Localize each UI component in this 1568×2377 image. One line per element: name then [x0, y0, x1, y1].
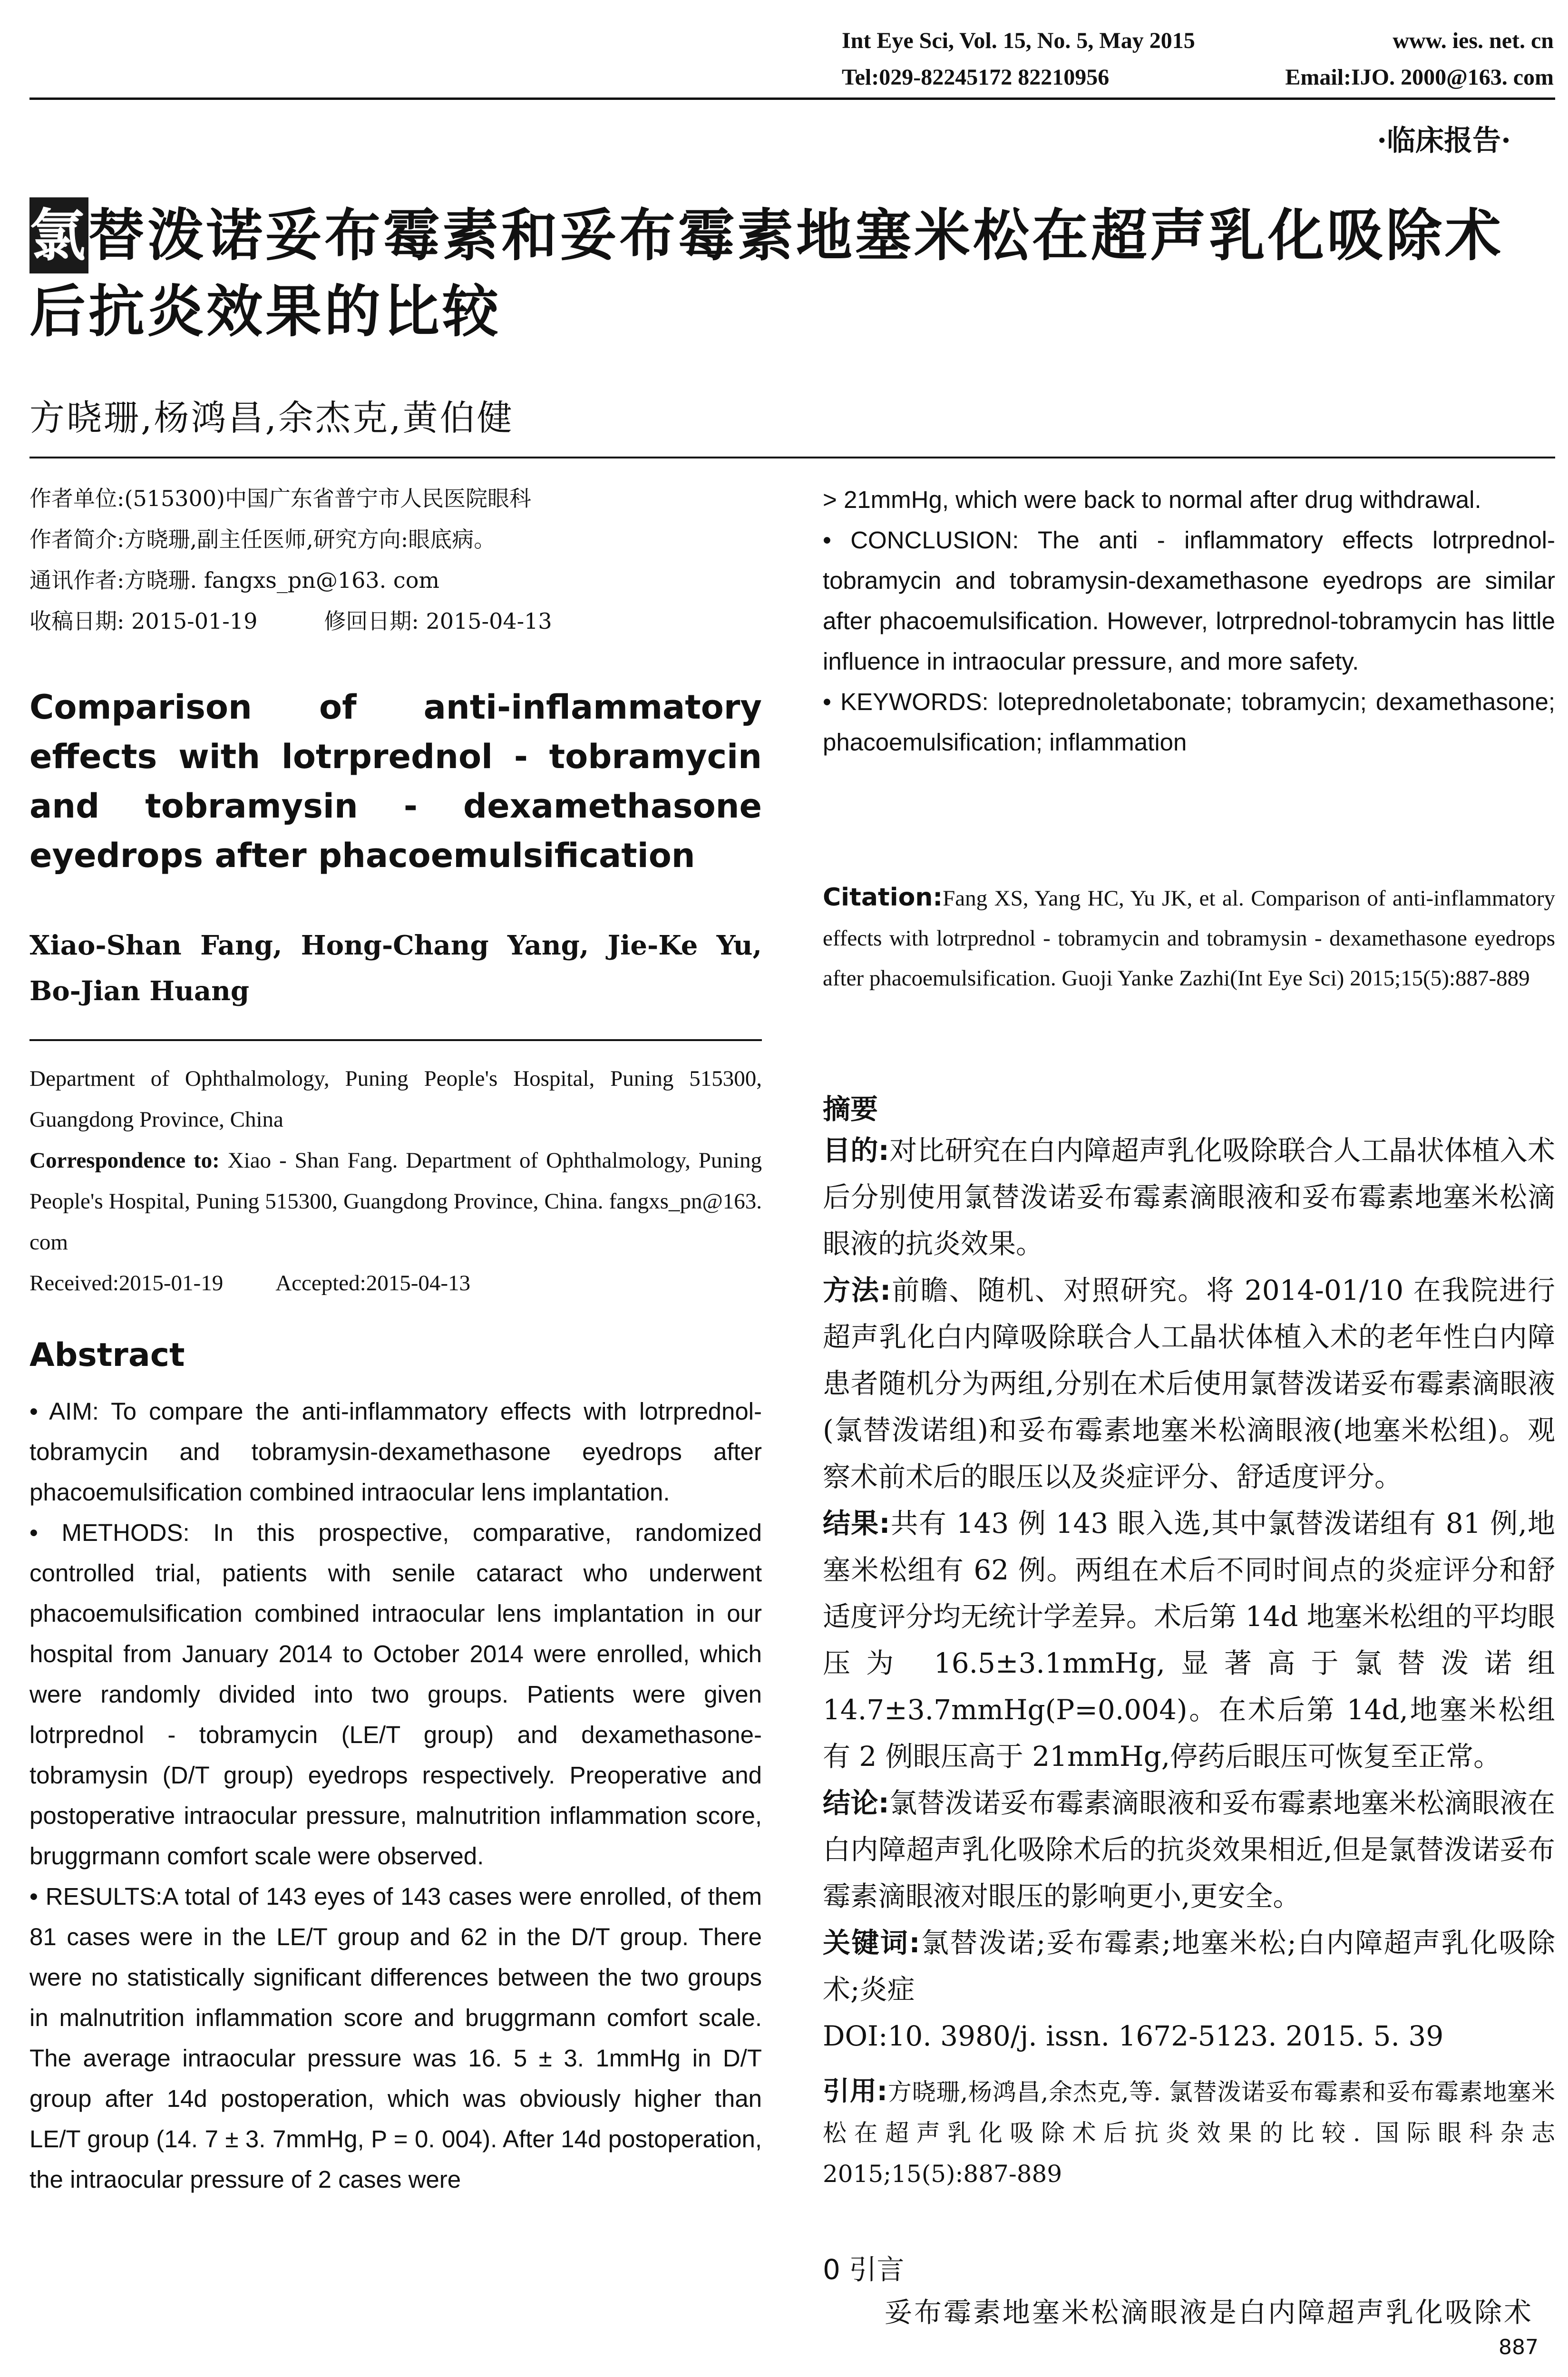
- english-authors: Xiao-Shan Fang, Hong-Chang Yang, Jie-Ke Yu, Bo-Jian Huang: [29, 930, 762, 1007]
- journal-citation: Int Eye Sci, Vol. 15, No. 5, May 2015: [842, 28, 1195, 53]
- abstract-results-cont: > 21mmHg, which were back to normal after drug withdrawal.: [823, 486, 1481, 513]
- meta-block: [29, 478, 762, 642]
- abstract-cn-heading: 摘要: [823, 1093, 878, 1125]
- title-first-char: 氯: [29, 197, 88, 273]
- aim-label-cn: 目的:: [823, 1134, 889, 1167]
- article-title: [29, 197, 1551, 350]
- section-tag: ·临床报告·: [1377, 124, 1511, 157]
- affiliation-accepted: Accepted:2015-04-13: [275, 1271, 471, 1296]
- journal-email[interactable]: Email:IJO. 2000@163. com: [1285, 65, 1554, 90]
- authors-rule: [29, 1039, 762, 1041]
- page-number: 887: [1499, 2335, 1539, 2359]
- abstract-results: • RESULTS:A total of 143 eyes of 143 cases were enrolled, of them 81 cases were in the LE/T group and 62 in the D/T group. There were no statistically significant differences between the two groups in malnutrition inflammation score and bruggrmann comfort scale. The average intraocular pressure was 16. 5 ± 3. 1mmHg in D/T group after 14d postoperation, which was obviously higher than LE/T group (14. 7 ± 3. 7mmHg, P = 0. 004). After 14d postoperation, the intraocular pressure of 2 cases were: [29, 1883, 762, 2193]
- abstract-cn-body: [823, 1127, 1555, 2059]
- results-label-cn: 结果:: [823, 1507, 890, 1539]
- citation-cn-label: 引用:: [823, 2076, 888, 2107]
- citation-cn-text: 方晓珊,杨鸿昌,余杰克,等. 氯替泼诺妥布霉素和妥布霉素地塞米松在超声乳化吸除术后抗炎效果的比较. 国际眼科杂志 2015;15(5):887-889: [823, 2078, 1555, 2188]
- abstract-aim: • AIM: To compare the anti-inflammatory effects with lotrprednol-tobramycin and tobramysin-dexamethasone eyedrops after phacoemulsification combined intraocular lens implantation.: [29, 1398, 762, 1506]
- keywords-text-cn: 氯替泼诺;妥布霉素;地塞米松;白内障超声乳化吸除术;炎症: [823, 1927, 1556, 2006]
- citation-en: [823, 877, 1555, 998]
- results-text-cn: 共有 143 例 143 眼入选,其中氯替泼诺组有 81 例,地塞米松组有 62 例。两组在术后不同时间点的炎症评分和舒适度评分均无统计学差异。术后第 14d 地塞米松组的平均眼压为 16.5±3.1mmHg,显著高于氯替泼诺组 14.7±3.7mmHg(P=0.004)。在术后第 14d,地塞米松组有 2 例眼压高于 21mmHg,停药后眼压可恢复至正常。: [823, 1507, 1555, 1773]
- affiliation-correspondence: [29, 1140, 762, 1263]
- abstract-conclusion: • CONCLUSION: The anti - inflammatory effects lotrprednol-tobramycin and tobramysin-dexamethasone eyedrops are similar after phacoemulsification. However, lotrprednol-tobramycin has little influence in intraocular pressure, and more safety.: [823, 526, 1555, 675]
- journal-website[interactable]: www. ies. net. cn: [1393, 28, 1554, 53]
- affiliation-received: Received:2015-01-19: [29, 1271, 224, 1296]
- english-title: Comparison of anti-inflammatory effects with lotrprednol - tobramycin and tobramysin - dexamethasone eyedrops after phacoemulsification: [29, 688, 762, 875]
- meta-author-intro: 作者简介:方晓珊,副主任医师,研究方向:眼底病。: [29, 526, 496, 552]
- citation-label: Citation:: [823, 883, 943, 912]
- abstract-cn-aim: [823, 1127, 1555, 1267]
- header-rule: [29, 97, 1555, 100]
- meta-correspondence: 通讯作者:方晓珊. fangxs_pn@163. com: [29, 567, 440, 593]
- conclusion-label-cn: 结论:: [823, 1787, 889, 1819]
- citation-text: Fang XS, Yang HC, Yu JK, et al. Comparison of anti-inflammatory effects with lotrprednol - tobramycin and tobramysin - dexamethasone eyedrops after phacoemulsification. Guoji Yanke Zazhi(Int Eye Sci) 2015;15(5):887-889: [823, 886, 1555, 991]
- correspondence-text: Xiao - Shan Fang. Department of Ophthalmology, Puning People's Hospital, Puning 515300, Guangdong Province, China. fangxs_pn@163. com: [29, 1148, 762, 1255]
- abstract-cn-results: [823, 1500, 1555, 1780]
- doi-line[interactable]: DOI:10. 3980/j. issn. 1672-5123. 2015. 5. 39: [823, 2020, 1444, 2052]
- meta-affiliation: 作者单位:(515300)中国广东省普宁市人民医院眼科: [29, 486, 531, 511]
- abstract-cn-methods: [823, 1267, 1555, 1500]
- affiliation-department: Department of Ophthalmology, Puning People's Hospital, Puning 515300, Guangdong Province, China: [29, 1066, 762, 1132]
- conclusion-text-cn: 氯替泼诺妥布霉素滴眼液和妥布霉素地塞米松滴眼液在白内障超声乳化吸除术后的抗炎效果相近,但是氯替泼诺妥布霉素滴眼液对眼压的影响更小,更安全。: [823, 1787, 1555, 1912]
- abstract-cn-keywords: [823, 1919, 1555, 2013]
- journal-tel: Tel:029-82245172 82210956: [842, 65, 1110, 90]
- title-rule: [29, 457, 1555, 458]
- intro-first-line: 妥布霉素地塞米松滴眼液是白内障超声乳化吸除术: [885, 2296, 1534, 2328]
- keywords-label-cn: 关键词:: [823, 1927, 920, 1959]
- affiliation-dates: [29, 1263, 762, 1304]
- english-affiliation: [29, 1058, 762, 1304]
- abstract-heading: Abstract: [29, 1336, 185, 1374]
- title-rest: 替泼诺妥布霉素和妥布霉素地塞米松在超声乳化吸除术后抗炎效果的比较: [29, 203, 1504, 344]
- intro-heading: 0 引言: [823, 2253, 905, 2286]
- methods-label-cn: 方法:: [823, 1274, 891, 1306]
- abstract-left-column: [29, 1391, 762, 2200]
- abstract-methods: • METHODS: In this prospective, comparative, randomized controlled trial, patients with senile cataract who underwent phacoemulsification combined intraocular lens implantation in our hospital from January 2014 to October 2014 were enrolled, which were randomly divided into two groups. Patients were given lotrprednol - tobramycin (LE/T group) and dexamethasone-tobramysin (D/T group) eyedrops respectively. Preoperative and postoperative intraocular pressure, malnutrition inflammation score, bruggrmann comfort scale were observed.: [29, 1519, 762, 1870]
- abstract-keywords: • KEYWORDS: loteprednoletabonate; tobramycin; dexamethasone; phacoemulsification; inflammation: [823, 688, 1555, 756]
- authors-chinese: 方晓珊,杨鸿昌,余杰克,黄伯健: [29, 398, 514, 438]
- abstract-cn-conclusion: [823, 1780, 1555, 1919]
- meta-revised: 修回日期: 2015-04-13: [324, 608, 552, 634]
- methods-text-cn: 前瞻、随机、对照研究。将 2014-01/10 在我院进行超声乳化白内障吸除联合人工晶状体植入术的老年性白内障患者随机分为两组,分别在术后使用氯替泼诺妥布霉素滴眼液(氯替泼诺组)和妥布霉素地塞米松滴眼液(地塞米松组)。观察术前术后的眼压以及炎症评分、舒适度评分。: [823, 1274, 1555, 1493]
- correspondence-label: Correspondence to:: [29, 1148, 220, 1173]
- aim-text-cn: 对比研究在白内障超声乳化吸除联合人工晶状体植入术后分别使用氯替泼诺妥布霉素滴眼液和妥布霉素地塞米松滴眼液的抗炎效果。: [823, 1134, 1555, 1260]
- abstract-right-column: [823, 479, 1555, 762]
- citation-cn: [823, 2071, 1555, 2194]
- meta-received: 收稿日期: 2015-01-19: [29, 608, 258, 634]
- meta-dates: [29, 601, 762, 642]
